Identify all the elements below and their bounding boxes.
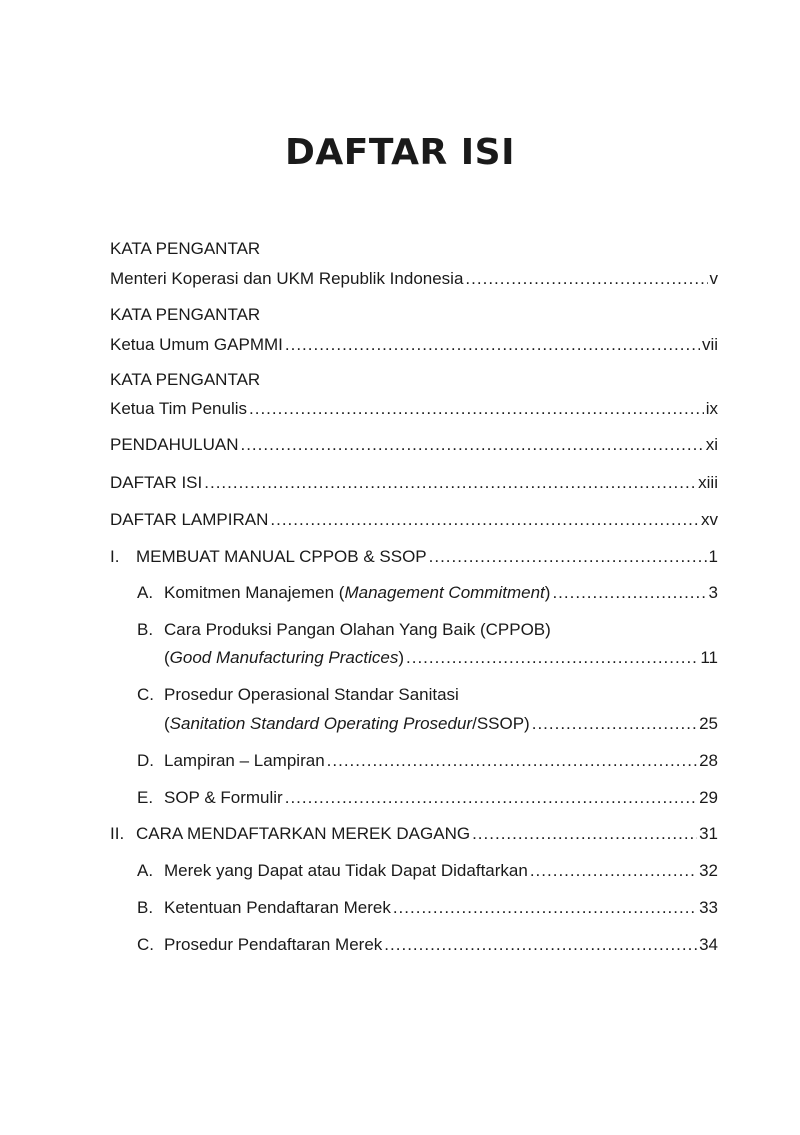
toc-section-firstline — [137, 684, 459, 706]
toc-entry-text: Ketua Tim Penulis — [110, 399, 248, 418]
toc-section[interactable] — [137, 582, 718, 604]
toc-section-label — [137, 750, 325, 772]
leader-dots — [393, 897, 697, 919]
toc-entry-heading — [110, 304, 260, 326]
toc-page-number: 11 — [700, 648, 718, 667]
section-letter: C. — [137, 935, 154, 954]
toc-heading-text: KATA PENGANTAR — [110, 305, 261, 324]
toc-entry-text: Ketua Umum GAPMMI — [110, 335, 283, 354]
leader-dots — [204, 472, 696, 494]
section-text-tail: ) — [398, 648, 405, 667]
toc-entry-text: DAFTAR ISI — [110, 473, 203, 492]
leader-dots — [327, 750, 697, 772]
toc-section-label — [137, 787, 283, 809]
leader-dots — [249, 398, 704, 420]
leader-dots — [406, 647, 698, 669]
toc-section[interactable] — [137, 787, 718, 809]
toc-section[interactable] — [164, 647, 718, 669]
toc-page-number: 1 — [708, 547, 718, 566]
toc-entry-heading — [110, 369, 260, 391]
section-text-italic: Good Manufacturing Practices — [169, 648, 399, 667]
toc-entry-heading — [110, 238, 260, 260]
toc-entry-text: Menteri Koperasi dan UKM Republik Indonesia — [110, 269, 464, 288]
chapter-number: I. — [110, 547, 120, 566]
toc-heading-text: KATA PENGANTAR — [110, 370, 261, 389]
toc-section-label — [137, 582, 550, 604]
toc-section[interactable] — [137, 934, 718, 956]
toc-entry[interactable] — [110, 472, 718, 494]
chapter-title: CARA MENDAFTARKAN MEREK DAGANG — [136, 824, 471, 843]
toc-section-label — [137, 860, 528, 882]
section-text: SOP & Formulir — [164, 788, 283, 807]
section-text: ( — [164, 648, 170, 667]
toc-section-firstline — [137, 619, 551, 641]
section-letter: C. — [137, 685, 154, 704]
toc-page-number: 29 — [699, 788, 718, 807]
toc-section-label — [137, 897, 391, 919]
toc-page-number: ix — [705, 399, 718, 418]
leader-dots — [384, 934, 697, 956]
toc-page-number: 25 — [699, 714, 718, 733]
section-text: Lampiran – Lampiran — [164, 751, 325, 770]
toc-chapter-label — [110, 823, 470, 845]
leader-dots — [465, 268, 707, 290]
toc-entry[interactable] — [110, 268, 718, 290]
page-title: DAFTAR ISI — [285, 132, 515, 173]
section-letter: A. — [137, 861, 154, 880]
toc-page-number: xi — [705, 435, 718, 454]
section-letter: D. — [137, 751, 154, 770]
toc-section-label — [137, 684, 459, 706]
toc-page-number: 31 — [699, 824, 718, 843]
section-text-italic: Sanitation Standard Operating Prosedur — [169, 714, 473, 733]
leader-dots — [472, 823, 697, 845]
toc-chapter-label — [110, 546, 427, 568]
toc-chapter[interactable] — [110, 823, 718, 845]
toc-page-number: 33 — [699, 898, 718, 917]
toc-section-label — [164, 647, 404, 669]
toc-page-number: v — [709, 269, 718, 288]
toc-section-label — [137, 619, 551, 641]
section-text-tail: /SSOP) — [472, 714, 530, 733]
toc-page-number: 32 — [699, 861, 718, 880]
toc-section[interactable] — [137, 897, 718, 919]
toc-section-label — [137, 934, 382, 956]
section-text: Prosedur Pendaftaran Merek — [164, 935, 383, 954]
chapter-number: II. — [110, 824, 125, 843]
section-letter: B. — [137, 898, 154, 917]
toc-entry[interactable] — [110, 434, 718, 456]
section-text: Ketentuan Pendaftaran Merek — [164, 898, 391, 917]
toc-page-number: xv — [701, 510, 718, 529]
section-letter: A. — [137, 583, 154, 602]
toc-heading-text: KATA PENGANTAR — [110, 239, 261, 258]
section-text-italic: Management Commitment — [344, 583, 545, 602]
section-letter: B. — [137, 620, 154, 639]
section-text: Komitmen Manajemen ( — [164, 583, 345, 602]
section-text: Prosedur Operasional Standar Sanitasi — [164, 685, 459, 704]
toc-entry-text: DAFTAR LAMPIRAN — [110, 510, 269, 529]
toc-section[interactable] — [137, 750, 718, 772]
toc-section[interactable] — [137, 860, 718, 882]
toc-page-number: vii — [701, 335, 718, 354]
leader-dots — [429, 546, 707, 568]
toc-page-number: xiii — [698, 473, 718, 492]
toc-entry[interactable] — [110, 334, 718, 356]
section-letter: E. — [137, 788, 154, 807]
toc-page-number: 34 — [699, 935, 718, 954]
section-text-tail: ) — [544, 583, 551, 602]
toc-page-number: 28 — [699, 751, 718, 770]
section-text: ( — [164, 714, 170, 733]
toc-page-number: 3 — [708, 583, 718, 602]
section-text: Cara Produksi Pangan Olahan Yang Baik (CPPOB) — [164, 620, 551, 639]
leader-dots — [240, 434, 703, 456]
toc-chapter[interactable] — [110, 546, 718, 568]
section-text: Merek yang Dapat atau Tidak Dapat Didaftarkan — [164, 861, 528, 880]
toc-entry[interactable] — [110, 509, 718, 531]
chapter-title: MEMBUAT MANUAL CPPOB & SSOP — [136, 547, 427, 566]
leader-dots — [270, 509, 699, 531]
leader-dots — [285, 787, 697, 809]
toc-section[interactable] — [164, 713, 718, 735]
leader-dots — [530, 860, 697, 882]
toc-section-label — [164, 713, 530, 735]
toc-entry-text: PENDAHULUAN — [110, 435, 239, 454]
leader-dots — [532, 713, 697, 735]
leader-dots — [552, 582, 706, 604]
toc-entry[interactable] — [110, 398, 718, 420]
leader-dots — [285, 334, 700, 356]
